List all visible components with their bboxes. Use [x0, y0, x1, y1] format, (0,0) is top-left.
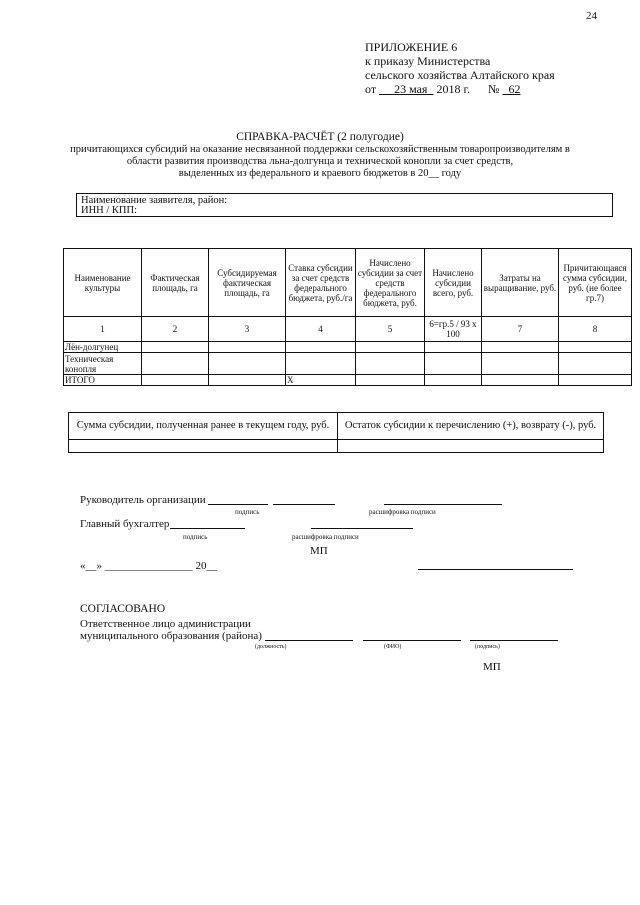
applicant-name-label: Наименование заявителя, район: [81, 195, 228, 206]
table-cell [482, 353, 559, 375]
approval-signature-caption: (подпись) [475, 644, 500, 650]
col-number: 8 [559, 317, 632, 342]
balance-value-row [69, 440, 604, 453]
table-row [64, 342, 632, 353]
head-signature-line [208, 504, 268, 505]
head-signature-caption: подпись [235, 508, 260, 516]
page-number: 24 [586, 10, 597, 22]
table-column-numbers [64, 317, 632, 342]
col-number: 5 [356, 317, 425, 342]
col-number: 7 [482, 317, 559, 342]
header-due-amount: Причитающаяся сумма субсидии, руб. (не более гр.7) [559, 249, 632, 317]
approval-line2: муниципального образования (района) [80, 630, 262, 642]
table-cell [209, 342, 286, 353]
table-cell [142, 353, 209, 375]
approval-title: СОГЛАСОВАНО [80, 603, 166, 615]
table-cell [209, 375, 286, 386]
header-subsidized-area: Субсидируемая фактическая площадь, га [209, 249, 286, 317]
table-cell [286, 342, 356, 353]
table-cell [559, 375, 632, 386]
balance-table [68, 412, 604, 453]
col-number: 4 [286, 317, 356, 342]
table-header-row [64, 249, 632, 317]
table-cell [142, 342, 209, 353]
accountant-signature-caption: подпись [183, 533, 208, 541]
table-cell [482, 342, 559, 353]
approval-line1: Ответственное лицо администрации [80, 618, 251, 630]
appendix-line3: сельского хозяйства Алтайского края [365, 68, 555, 82]
table-cell [209, 353, 286, 375]
accountant-label: Главный бухгалтер [80, 518, 170, 530]
order-year: 2018 г. [436, 82, 471, 96]
header-crop: Наименование культуры [64, 249, 142, 317]
head-label: Руководитель организации [80, 494, 206, 506]
table-cell [356, 353, 425, 375]
appendix-date-line [365, 82, 555, 96]
title-line2: причитающихся субсидий на оказание несвязанной поддержки сельскохозяйственным товаропроизводителям в [70, 144, 570, 155]
head-signature-line-2 [273, 504, 335, 505]
number-label: № [488, 82, 500, 96]
row-crop-name: Лён-долгунец [64, 342, 142, 353]
from-label: от [365, 82, 377, 96]
col-number: 1 [64, 317, 142, 342]
table-cell [356, 342, 425, 353]
head-decoding-line [384, 504, 502, 505]
order-date [379, 82, 433, 96]
remaining-balance-header: Остаток субсидии к перечислению (+), возврату (-), руб. [338, 413, 604, 440]
order-day-month: 23 мая [394, 82, 428, 96]
table-cell [425, 353, 482, 375]
header-actual-area: Фактическая площадь, га [142, 249, 209, 317]
table-cell [338, 440, 604, 453]
approval-stamp-mark: МП [483, 661, 501, 673]
approval-position-caption: (должность) [255, 644, 287, 650]
table-cell [69, 440, 338, 453]
date-line: «__» ________________ 20__ [80, 560, 218, 572]
extra-signature-line [418, 569, 573, 570]
head-decoding-caption: расшифровка подписи [369, 508, 436, 516]
table-cell [142, 375, 209, 386]
row-crop-name: Техническая конопля [64, 353, 142, 375]
accountant-signature-line [170, 528, 245, 529]
col-number: 3 [209, 317, 286, 342]
approval-signature-line [470, 640, 558, 641]
appendix-line2: к приказу Министерства [365, 54, 491, 68]
order-number-value: 62 [508, 82, 521, 96]
approval-fio-line [363, 640, 461, 641]
received-earlier-header: Сумма субсидии, полученная ранее в текущем году, руб. [69, 413, 338, 440]
table-cell [286, 353, 356, 375]
title-line4: выделенных из федерального и краевого бюджетов в 20__ году [178, 168, 462, 179]
applicant-inn-label: ИНН / КПП: [81, 205, 138, 216]
accountant-decoding-caption: расшифровка подписи [292, 533, 359, 541]
row-total-label: ИТОГО [64, 375, 142, 386]
accountant-decoding-line [311, 528, 413, 529]
table-cell [559, 342, 632, 353]
table-row-total [64, 375, 632, 386]
appendix-line1: ПРИЛОЖЕНИЕ 6 [365, 40, 458, 54]
subsidy-table [63, 248, 632, 386]
table-row [64, 353, 632, 375]
col-number: 2 [142, 317, 209, 342]
stamp-mark: МП [310, 545, 328, 557]
balance-header-row [69, 413, 604, 440]
table-cell [559, 353, 632, 375]
header-total-accrued: Начислено субсидии всего, руб. [425, 249, 482, 317]
appendix-header [365, 40, 555, 96]
table-cell [356, 375, 425, 386]
table-cell [425, 375, 482, 386]
table-cell [425, 342, 482, 353]
header-costs: Затраты на выращивание, руб. [482, 249, 559, 317]
approval-position-line [265, 640, 353, 641]
approval-fio-caption: (ФИО) [384, 644, 402, 650]
document-title [0, 130, 640, 180]
title-line3: области развития производства льна-долгунца и технической конопли за счет средств, [126, 156, 514, 167]
total-rate-cell: Х [286, 375, 356, 386]
order-number [502, 82, 520, 96]
col-number: 6=гр.5 / 93 х 100 [425, 317, 482, 342]
applicant-box [76, 193, 613, 217]
title-line1: СПРАВКА-РАСЧЁТ (2 полугодие) [236, 131, 404, 143]
table-cell [482, 375, 559, 386]
header-rate: Ставка субсидии за счет средств федерального бюджета, руб./га [286, 249, 356, 317]
header-federal-accrued: Начислено субсидии за счет средств федерального бюджета, руб. [356, 249, 425, 317]
